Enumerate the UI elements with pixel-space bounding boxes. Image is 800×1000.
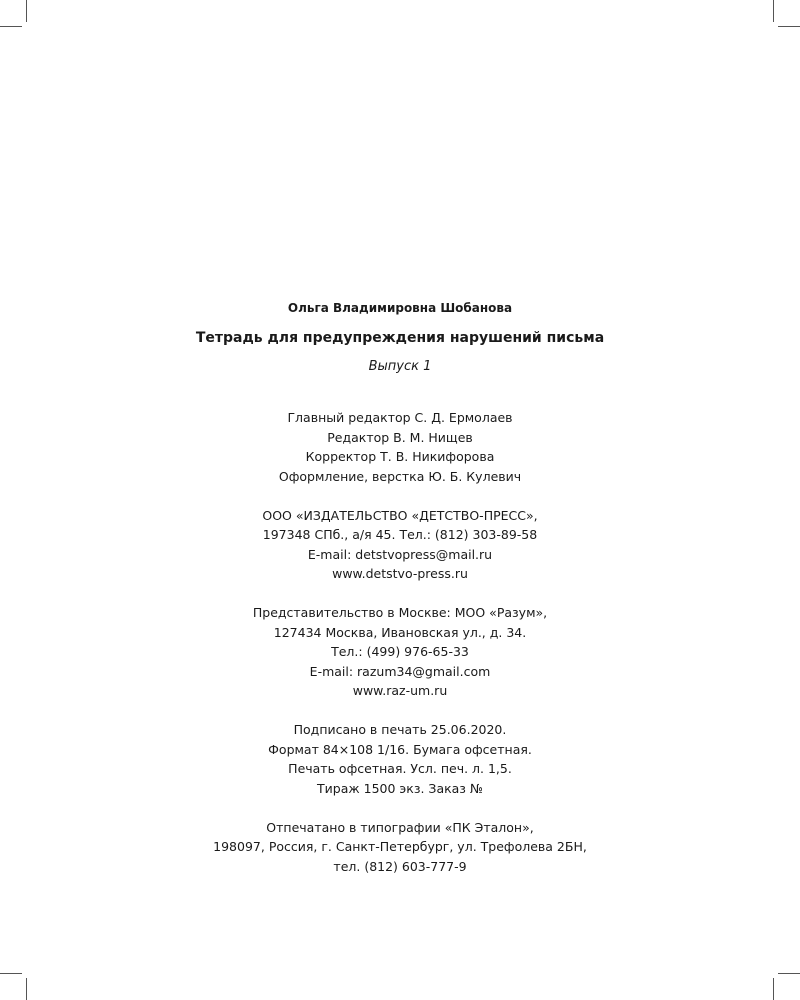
printer-address: 198097, Россия, г. Санкт-Петербург, ул. Трефолева 2БН,	[213, 839, 587, 854]
crop-mark	[778, 26, 800, 27]
print-line: Формат 84×108 1/16. Бумага офсетная.	[268, 741, 532, 757]
publisher-email: E-mail: detstvopress@mail.ru	[307, 546, 493, 562]
crop-mark	[0, 26, 22, 27]
credit-line: Редактор В. М. Нищев	[327, 429, 473, 445]
imprint-page	[0, 300, 800, 876]
representative-phone: Тел.: (499) 976-65-33	[331, 644, 469, 659]
credit-line: Главный редактор С. Д. Ермолаев	[287, 410, 513, 425]
crop-mark	[0, 973, 22, 974]
crop-mark	[26, 978, 27, 1000]
print-details	[0, 720, 800, 798]
publisher-name: ООО «ИЗДАТЕЛЬСТВО «ДЕТСТВО-ПРЕСС»,	[262, 507, 538, 523]
publisher-address: 197348 СПб., а/я 45. Тел.: (812) 303-89-58	[262, 527, 538, 542]
book-title: Тетрадь для предупреждения нарушений письма	[195, 330, 605, 346]
print-line: Подписано в печать 25.06.2020.	[293, 722, 507, 737]
crop-mark	[778, 973, 800, 974]
editorial-credits	[0, 408, 800, 486]
representative-info	[0, 603, 800, 701]
crop-mark	[773, 978, 774, 1000]
print-line: Тираж 1500 экз. Заказ №	[317, 780, 483, 796]
issue-number: Выпуск 1	[368, 359, 432, 374]
print-line: Печать офсетная. Усл. печ. л. 1,5.	[288, 761, 512, 776]
credit-line: Оформление, верстка Ю. Б. Кулевич	[278, 468, 522, 484]
printer-phone: тел. (812) 603-777-9	[333, 858, 467, 874]
publisher-info	[0, 506, 800, 584]
publisher-website: www.detstvo-press.ru	[332, 566, 468, 581]
crop-mark	[773, 0, 774, 22]
representative-name: Представительство в Москве: МОО «Разум»,	[252, 605, 548, 620]
representative-website: www.raz-um.ru	[352, 683, 448, 698]
printer-info	[0, 818, 800, 877]
credit-line: Корректор Т. В. Никифорова	[305, 449, 495, 464]
representative-email: E-mail: razum34@gmail.com	[309, 663, 491, 679]
author-name: Ольга Владимировна Шобанова	[287, 301, 513, 315]
crop-mark	[26, 0, 27, 22]
printer-name: Отпечатано в типографии «ПК Эталон»,	[266, 819, 534, 835]
representative-address: 127434 Москва, Ивановская ул., д. 34.	[273, 624, 527, 640]
